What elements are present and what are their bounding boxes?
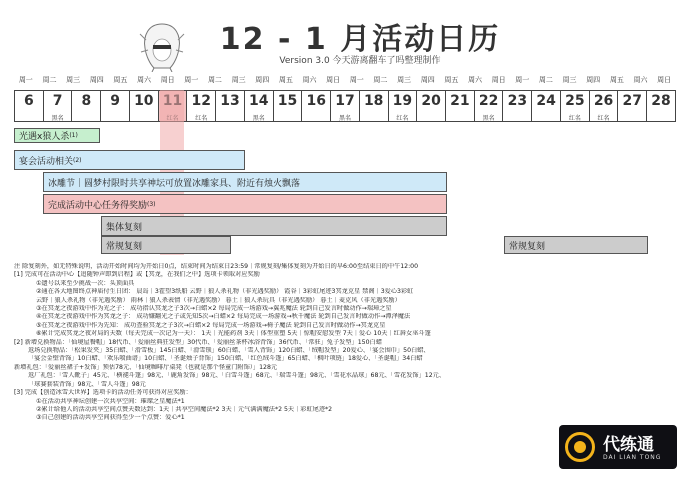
day-number: 16 — [306, 93, 326, 109]
note-line: 返场兑换物品：「松果发夹」35白蜡、「滑雪板」145白蜡、「滑雪锁」60白蜡、「雪人背饰」120白蜡、「绒帽发型」20爱心、「宴会围巾」50白蜡、 — [28, 347, 430, 355]
day-tag: 黑名 — [482, 115, 495, 122]
mascot-illustration — [138, 20, 186, 72]
weekday-label: 周六 — [467, 76, 482, 84]
day-cell — [15, 91, 43, 121]
day-tag: 红名 — [568, 115, 581, 122]
day-cell — [100, 91, 129, 121]
weekday-label: 周二 — [373, 76, 388, 84]
day-number: 8 — [81, 93, 92, 109]
note-line: [2] 新增兑换物品：「仙境屋餐帽」18代币、「爱丽丝典狂发型」30代币、「爱丽丝茶杯冰浴背饰」36代币、「常驻」兔子发型」150白蜡 — [14, 338, 382, 346]
watermark-logo — [559, 425, 677, 469]
note-line: 返厂礼包：「雪人靴子」45元、「横褪斗篷」98元、「鹿角发饰」98元、「白雪斗篷」68元、「瑞雪斗篷」98元、「雪花水晶球」68元、「雪花发饰」12元、 — [28, 372, 446, 380]
day-tag: 红名 — [597, 115, 610, 122]
day-cell — [617, 91, 646, 121]
day-cell — [215, 91, 244, 121]
day-cell — [129, 91, 158, 121]
day-number: 23 — [507, 93, 528, 109]
day-cell — [388, 91, 417, 121]
day-cell — [416, 91, 445, 121]
event-bar-label: 冰雕节｜圆梦村限时共享神坛可放置冰雕家具、附近有烛火飘落 — [48, 178, 301, 189]
day-number: 15 — [277, 93, 298, 109]
note-line: ⑤在冥龙之夜游戏中作为先知： 成功查验冥龙之子3次→白蜡×2 每局完成一场游戏→椅子魔法 轮到自己发言时做动作→冥龙克星 — [36, 321, 386, 329]
day-cell — [474, 91, 503, 121]
note-line: ①遗号以来至少挑战一次：头顶面具 — [36, 279, 135, 287]
day-cell — [330, 91, 359, 121]
weekday-label: 周四 — [255, 76, 270, 84]
note-line: ①在活动共享神坛创建一次共享空间：璀璨之星魔法*1 — [36, 397, 185, 405]
weekday-label: 周五 — [278, 76, 293, 84]
weekday-label: 周一 — [349, 76, 364, 84]
note-line: ④在冥龙之夜游戏中作为冥龙之子： 成功嫌翻光之子或先知5次→白蜡×2 每局完成一场游戏→秋千魔法 轮到自己发言时做动作→潭泽魔法 — [36, 313, 411, 321]
day-number: 7 — [52, 93, 63, 109]
day-number: 6 — [23, 93, 34, 109]
day-number: 9 — [110, 93, 120, 109]
day-cell — [301, 91, 330, 121]
day-number: 18 — [363, 93, 384, 109]
note-line: ⑥累计完成冥龙之夜对局的天数（每天完成一次记为一天）： 1天｜光能药剂 3天｜体型重塑 5天｜惊帽安慰发型 7天｜爱心 10天｜红唇女巫斗篷 — [36, 330, 431, 338]
event-bar-regular-rerun-1 — [101, 236, 231, 254]
event-bar-label: 常规复刻 — [509, 241, 546, 252]
day-cell — [560, 91, 589, 121]
weekday-label: 周二 — [538, 76, 553, 84]
day-cell — [186, 91, 215, 121]
weekday-label: 周日 — [491, 76, 506, 84]
event-bar-label: 宴会活动相关 — [19, 156, 74, 167]
event-bar-group-rerun — [101, 216, 447, 236]
day-cell — [646, 91, 675, 121]
day-number: 13 — [220, 93, 240, 109]
weekday-header-row — [14, 75, 676, 86]
event-bar-label: 光遇x狼人杀 — [19, 132, 70, 142]
day-number: 24 — [536, 93, 556, 109]
day-cell — [589, 91, 618, 121]
day-number: 12 — [191, 93, 212, 109]
weekday-label: 周日 — [657, 76, 672, 84]
day-cell — [273, 91, 302, 121]
day-number: 17 — [335, 93, 355, 109]
weekday-label: 周四 — [586, 76, 601, 84]
weekday-label: 周五 — [113, 76, 128, 84]
weekday-label: 周五 — [444, 76, 459, 84]
day-number: 25 — [565, 93, 585, 109]
event-bar-banquet — [14, 150, 245, 170]
weekday-label: 周二 — [207, 76, 222, 84]
day-number: 19 — [392, 93, 413, 109]
note-line: 「球赛套装背饰」98元、「雪人斗篷」98元 — [28, 380, 146, 388]
day-cell — [502, 91, 531, 121]
weekday-label: 周四 — [89, 76, 104, 84]
note-line: [1] 完成可在活动中心【追随钟声即到启程】或【冥龙，在我们之中】选项卡领取对应奖励 — [14, 271, 260, 279]
page-title: 12 - 1 月活动日历 — [219, 22, 501, 57]
note-line: ②累计给他人的活动共享空间点赞天数达到：1天｜共享空间魔法*2 3天｜元气满满魔法*2 5天｜彩虹尾迹*2 — [36, 405, 333, 413]
weekday-label: 周二 — [42, 76, 57, 84]
event-bar-activity-tasks — [43, 194, 447, 214]
calendar-day-row — [14, 90, 676, 122]
day-tag: 红名 — [195, 115, 208, 122]
weekday-label: 周六 — [633, 76, 648, 84]
day-cell — [359, 91, 388, 121]
page-subtitle: Version 3.0 今天游离翻车了吗整理制作 — [279, 56, 441, 66]
weekday-label: 周三 — [66, 76, 81, 84]
day-cell — [43, 91, 72, 121]
day-tag: 黑名 — [252, 115, 265, 122]
notes-section — [14, 263, 674, 423]
day-number: 28 — [651, 93, 671, 109]
weekday-label: 周三 — [231, 76, 246, 84]
weekday-label: 周五 — [609, 76, 624, 84]
day-tag: 红名 — [396, 115, 409, 122]
note-line: ③在冥龙之夜游戏中作为光之子： 成功指认冥龙之子3次→白蜡×2 每局完成一场游戏→翼兆魔法 轮到自己发言时做动作→瑞璋之星 — [36, 305, 392, 313]
day-number: 27 — [622, 93, 643, 109]
weekday-label: 周日 — [326, 76, 341, 84]
day-tag: 黑名 — [51, 115, 64, 122]
day-number: 10 — [134, 93, 154, 109]
event-bar-footnote: (3) — [147, 200, 156, 208]
weekday-label: 周六 — [137, 76, 152, 84]
day-cell — [71, 91, 100, 121]
logo-text: 代练通 — [603, 435, 654, 455]
weekday-label: 周六 — [302, 76, 317, 84]
note-line: 「宴会金壁背饰」10白蜡、「欢乐喷曲谱」10白蜡、「圣诞烛子背饰」150白蜡、「红色绒斗篷」65白蜡、「枫叶项链」18爱心、「圣诞帽」34白蜡 — [28, 355, 423, 363]
day-cell — [531, 91, 560, 121]
note-line: [3] 完成【创造冰雪大世界】选项卡的活动任务可获得对应奖励： — [14, 389, 192, 397]
event-bar-label: 集体复刻 — [106, 222, 143, 233]
note-line: ②通在各大地图终点神庙付生日团： 晨岛｜3霍望3纸船 云野｜狼人杀礼物（非光遇奖励） 霞谷｜3彩虹尾迹3冥龙克星 禁阁｜3爱心3彩虹 — [36, 288, 414, 296]
event-bar-label: 常规复刻 — [106, 241, 143, 252]
note-line: ③自己创建的活动共享空间获得至少一个点赞：爱心*1 — [36, 414, 185, 422]
weekday-label: 周日 — [160, 76, 175, 84]
day-cell — [244, 91, 273, 121]
note-line: 新增礼包：「爱丽丝裙子+发饰」预估78元、「仙境咖啡厅桌凳（也就是那个怪童门附饰）」128元 — [14, 363, 278, 371]
weekday-label: 周一 — [18, 76, 33, 84]
logo-mark-icon — [565, 432, 595, 462]
event-bar-ice-festival — [43, 172, 447, 192]
day-number: 26 — [593, 93, 614, 109]
day-number: 14 — [249, 93, 269, 109]
day-number: 20 — [421, 93, 441, 109]
event-bar-label: 完成活动中心任务得奖励 — [48, 200, 148, 211]
event-bar-regular-rerun-2 — [504, 236, 648, 254]
day-cell — [445, 91, 474, 121]
logo-subtext: DAI LIAN TONG — [603, 454, 662, 461]
weekday-label: 周三 — [397, 76, 412, 84]
event-bar-sky-werewolf — [14, 128, 100, 143]
weekday-label: 周一 — [184, 76, 199, 84]
day-number: 21 — [450, 93, 470, 109]
event-bar-footnote: (1) — [69, 132, 78, 139]
weekday-label: 周一 — [515, 76, 530, 84]
note-line: 云野｜狼人杀礼物（非光遇奖励） 雨林｜狼人杀表情（非光遇奖励） 暮土｜狼人杀玩具（非光遇奖励） 暮土｜麦克风（非光遇奖励） — [36, 296, 401, 304]
note-line: 注 除复刻外，如无特殊说明，活动开始时间均为开始日0点，结束时间为结束日23:59｜常规复刻/集体复刻为开始日的早6:00至结束日的中午12:00 — [14, 263, 419, 270]
event-bar-footnote: (2) — [73, 156, 82, 164]
weekday-label: 周三 — [562, 76, 577, 84]
weekday-label: 周四 — [420, 76, 435, 84]
day-number: 22 — [478, 93, 499, 109]
day-tag: 黑名 — [338, 115, 351, 122]
